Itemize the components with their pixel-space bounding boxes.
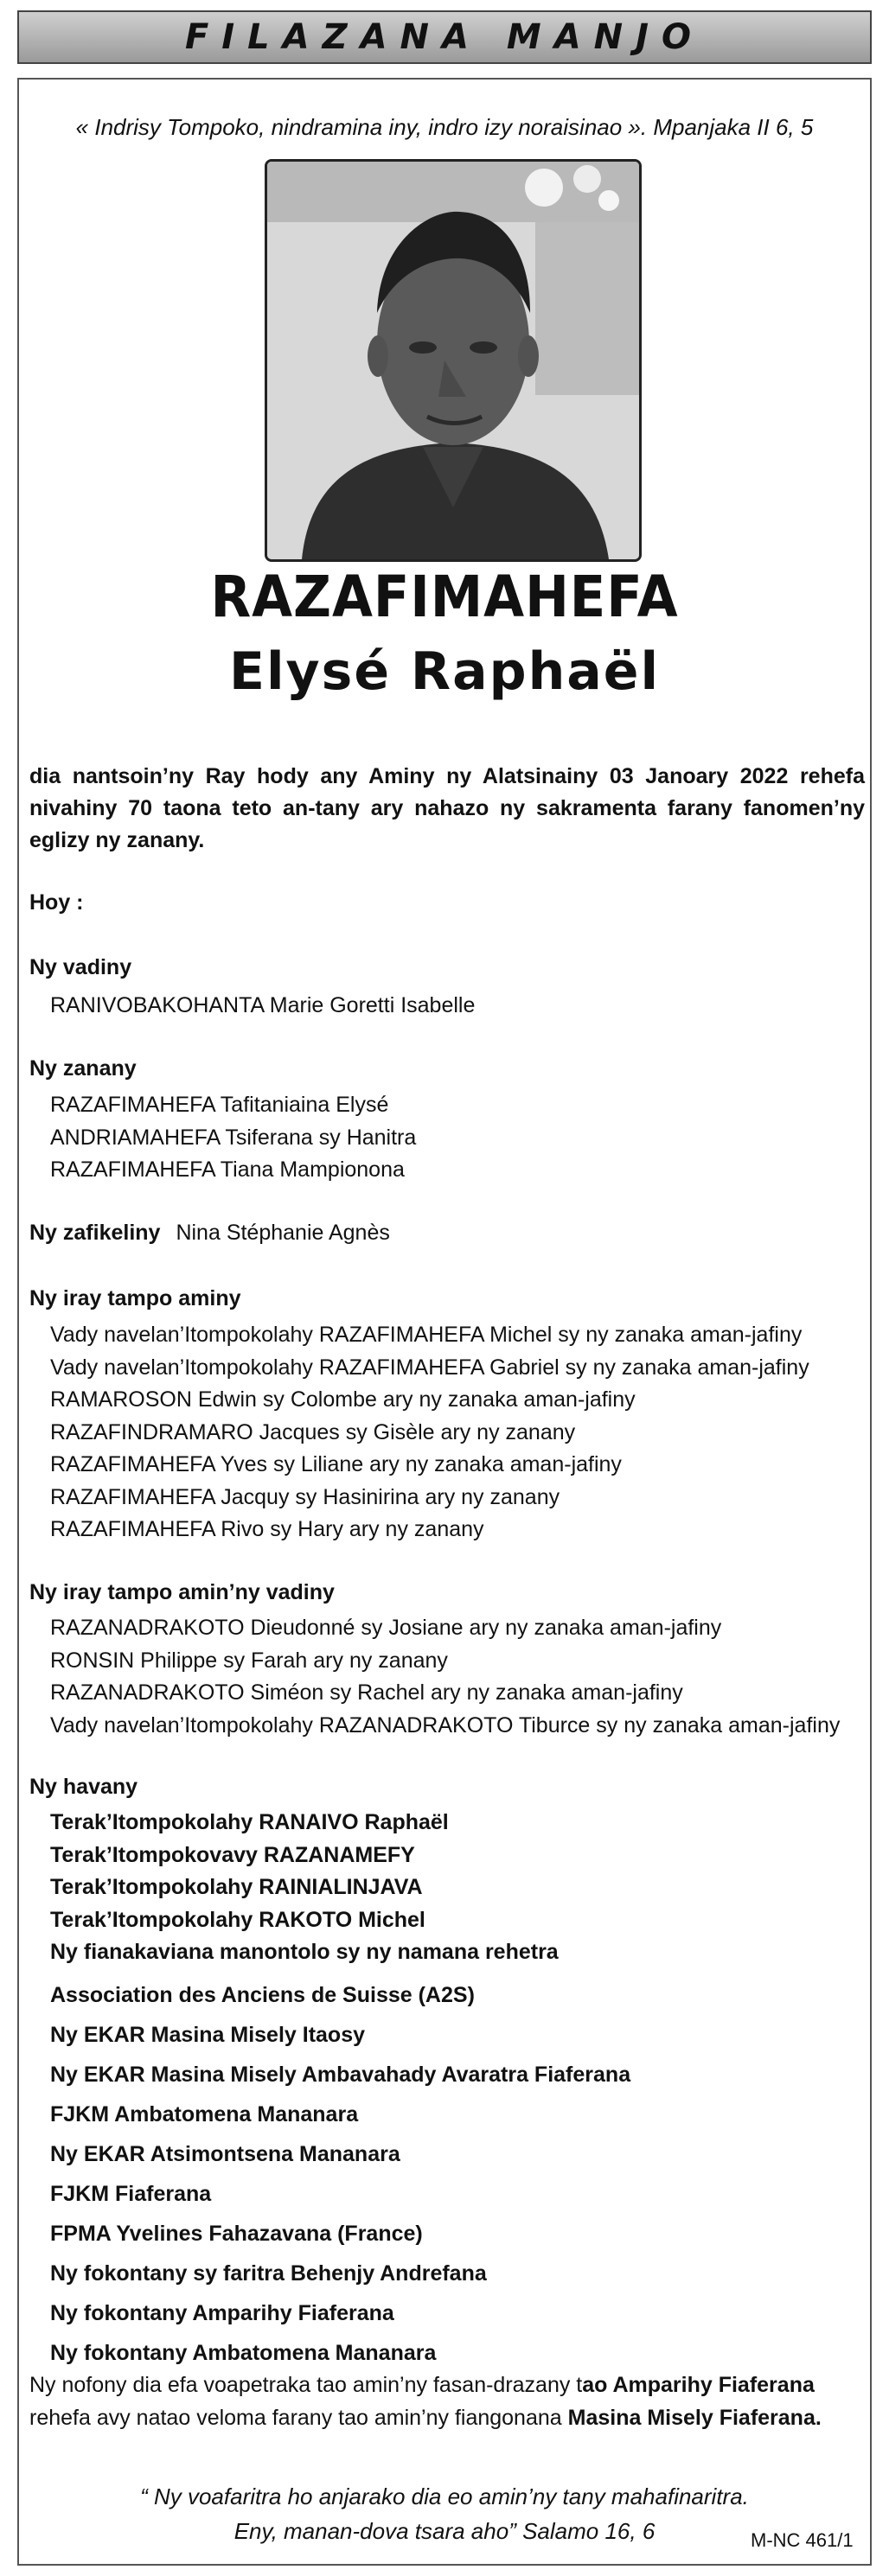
deceased-given-names: Elysé Raphaël (228, 641, 661, 702)
section-zanany-heading: Ny zanany (29, 1056, 137, 1081)
list-item: Association des Anciens de Suisse (A2S) (50, 1983, 475, 2007)
list-item: RAZAFINDRAMARO Jacques sy Gisèle ary ny zanany (50, 1419, 576, 1444)
list-item: Ny EKAR Masina Misely Ambavahady Avaratra Fiaferana (50, 2063, 631, 2087)
list-item: RANIVOBAKOHANTA Marie Goretti Isabelle (50, 993, 476, 1017)
verse-top: « Indrisy Tompoko, nindramina iny, indro izy noraisinao ». Mpanjaka II 6, 5 (75, 114, 814, 140)
list-item: Ny fianakaviana manontolo sy ny namana rehetra (50, 1940, 559, 1964)
list-item: RAZAFIMAHEFA Yves sy Liliane ary ny zanaka aman-jafiny (50, 1452, 622, 1476)
verse-bottom-line1: “ Ny voafaritra ho anjarako dia eo amin’ny tany mahafinaritra. (140, 2484, 749, 2509)
list-item: Vady navelan’Itompokolahy RAZAFIMAHEFA Michel sy ny zanaka aman-jafiny (50, 1323, 803, 1347)
list-item: RONSIN Philippe sy Farah ary ny zanany (50, 1648, 448, 1673)
section-havany-orgs (50, 1975, 872, 2373)
list-item: RAMAROSON Edwin sy Colombe ary ny zanaka aman-jafiny (50, 1387, 636, 1412)
intro-paragraph: dia nantsoin’ny Ray hody any Aminy ny Alatsinainy 03 Janoary 2022 rehefa nivahiny 70 taona teto an-tany ary nahazo ny sakramenta farany fanomen’ny eglizy ny zanany. (29, 764, 865, 852)
list-item: RAZANADRAKOTO Dieudonné sy Josiane ary ny zanaka aman-jafiny (50, 1616, 722, 1640)
section-iray-tampo-vadiny-list (50, 1612, 872, 1742)
list-item: Ny fokontany sy faritra Behenjy Andrefana (50, 2261, 487, 2286)
list-item: Vady navelan’Itompokolahy RAZANADRAKOTO Tiburce sy ny zanaka aman-jafiny (50, 1712, 841, 1738)
list-item: FPMA Yvelines Fahazavana (France) (50, 2222, 423, 2246)
list-item: Ny fokontany Amparihy Fiaferana (50, 2301, 394, 2325)
section-vadiny-heading: Ny vadiny (29, 955, 132, 979)
reference-code: M-NC 461/1 (751, 2529, 854, 2551)
portrait-illustration (267, 162, 639, 559)
section-iray-tampo-aminy-list (50, 1319, 872, 1546)
list-item: Terak’Itompokolahy RAKOTO Michel (50, 1907, 425, 1932)
verse-bottom-line2: Eny, manan-dova tsara aho” Salamo 16, 6 (233, 2518, 656, 2544)
list-item: RAZANADRAKOTO Siméon sy Rachel ary ny zanaka aman-jafiny (50, 1680, 683, 1705)
list-item: Terak’Itompokolahy RAINIALINJAVA (50, 1875, 423, 1899)
list-item: FJKM Fiaferana (50, 2182, 212, 2206)
closing-paragraph: Ny nofony dia efa voapetraka tao amin’ny fasan-drazany tao Amparihy Fiaferana rehefa avy natao veloma farany tao amin’ny fiangonana Masina Misely Fiaferana. (29, 2373, 822, 2430)
list-item: Terak’Itompokolahy RANAIVO Raphaël (50, 1810, 449, 1834)
section-zanany-list (50, 1089, 872, 1187)
deceased-surname: RAZAFIMAHEFA (210, 564, 679, 630)
zafikeliny-value: Nina Stéphanie Agnès (176, 1221, 390, 1245)
section-zafikeliny: Ny zafikeliny Nina Stéphanie Agnès (29, 1221, 390, 1245)
section-havany-list (50, 1807, 872, 1969)
list-item: Vady navelan’Itompokolahy RAZAFIMAHEFA Gabriel sy ny zanaka aman-jafiny (50, 1355, 809, 1380)
list-item: Terak’Itompokovavy RAZANAMEFY (50, 1842, 415, 1867)
section-iray-tampo-vadiny-heading: Ny iray tampo amin’ny vadiny (29, 1580, 335, 1604)
list-item: ANDRIAMAHEFA Tsiferana sy Hanitra (50, 1125, 417, 1150)
header-banner (17, 10, 872, 64)
list-item: Ny EKAR Masina Misely Itaosy (50, 2023, 366, 2047)
header-title: FILAZANA MANJO (184, 17, 705, 57)
section-havany-heading: Ny havany (29, 1775, 138, 1799)
list-item: RAZAFIMAHEFA Tiana Mampionona (50, 1157, 405, 1182)
section-iray-tampo-aminy-heading: Ny iray tampo aminy (29, 1286, 241, 1310)
list-item: Ny EKAR Atsimontsena Mananara (50, 2142, 400, 2166)
hoy-label: Hoy : (29, 890, 84, 915)
list-item: Ny fokontany Ambatomena Mananara (50, 2341, 437, 2365)
list-item: RAZAFIMAHEFA Rivo sy Hary ary ny zanany (50, 1517, 484, 1541)
list-item: RAZAFIMAHEFA Tafitaniaina Elysé (50, 1093, 389, 1117)
portrait-photo (265, 159, 642, 562)
list-item: RAZAFIMAHEFA Jacquy sy Hasinirina ary ny zanany (50, 1484, 560, 1509)
list-item: FJKM Ambatomena Mananara (50, 2102, 359, 2126)
section-vadiny-list (50, 990, 872, 1023)
